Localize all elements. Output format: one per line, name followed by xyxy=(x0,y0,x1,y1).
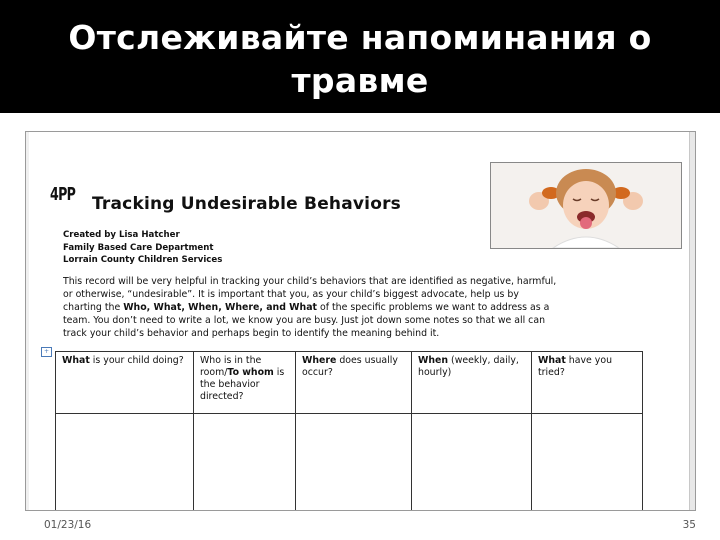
document-title: Tracking Undesirable Behaviors xyxy=(92,194,401,214)
header-what-tried: What have you tried? xyxy=(532,352,643,414)
table-cell xyxy=(56,414,194,512)
table-cell xyxy=(532,414,643,512)
paragraph-line xyxy=(63,301,633,314)
table-move-handle-icon: + xyxy=(41,347,52,357)
title-bar xyxy=(0,0,720,113)
page-edge-right xyxy=(689,132,695,510)
logo: 4PP xyxy=(50,184,76,205)
table-cell xyxy=(194,414,296,512)
footer-date: 01/23/16 xyxy=(44,519,92,531)
table-cell xyxy=(296,414,412,512)
credit-author: Created by Lisa Hatcher xyxy=(63,230,180,240)
header-when: When (weekly, daily, hourly) xyxy=(412,352,532,414)
paragraph-text: charting the xyxy=(63,302,124,313)
header-who-in-room: Who is in the room/To whom is the behavior directed? xyxy=(194,352,296,414)
paragraph-line: or otherwise, “undesirable”. It is important that you, as your child’s biggest advocate, help us by xyxy=(63,289,519,300)
document-image xyxy=(25,131,696,511)
paragraph-line: team. You don’t need to write a lot, we know you are busy. Just jot down some notes so that we all can xyxy=(63,315,546,326)
child-photo-illustration xyxy=(491,163,681,248)
paragraph-emphasis: Who, What, When, Where, and What xyxy=(123,302,317,313)
credit-department: Family Based Care Department xyxy=(63,242,214,253)
paragraph-line: track your child’s behavior and perhaps begin to identify the meaning behind it. xyxy=(63,328,440,339)
document-credits xyxy=(63,229,222,267)
paragraph-text: of the specific problems we want to address as a xyxy=(317,302,550,313)
slide-title: Отслеживайте напоминания о травме xyxy=(68,18,652,100)
page-edge-left xyxy=(26,132,29,510)
table-row xyxy=(56,414,643,512)
header-what-doing: What is your child doing? xyxy=(56,352,194,414)
header-where: Where does usually occur? xyxy=(296,352,412,414)
table-header-row xyxy=(56,352,643,414)
child-photo xyxy=(490,162,682,249)
intro-paragraph xyxy=(63,275,633,340)
behavior-tracking-table xyxy=(55,351,643,511)
paragraph-line: This record will be very helpful in tracking your child’s behaviors that are identified as negative, harmful, xyxy=(63,276,557,287)
page-number: 35 xyxy=(682,519,696,531)
table-cell xyxy=(412,414,532,512)
credit-agency: Lorrain County Children Services xyxy=(63,255,223,265)
